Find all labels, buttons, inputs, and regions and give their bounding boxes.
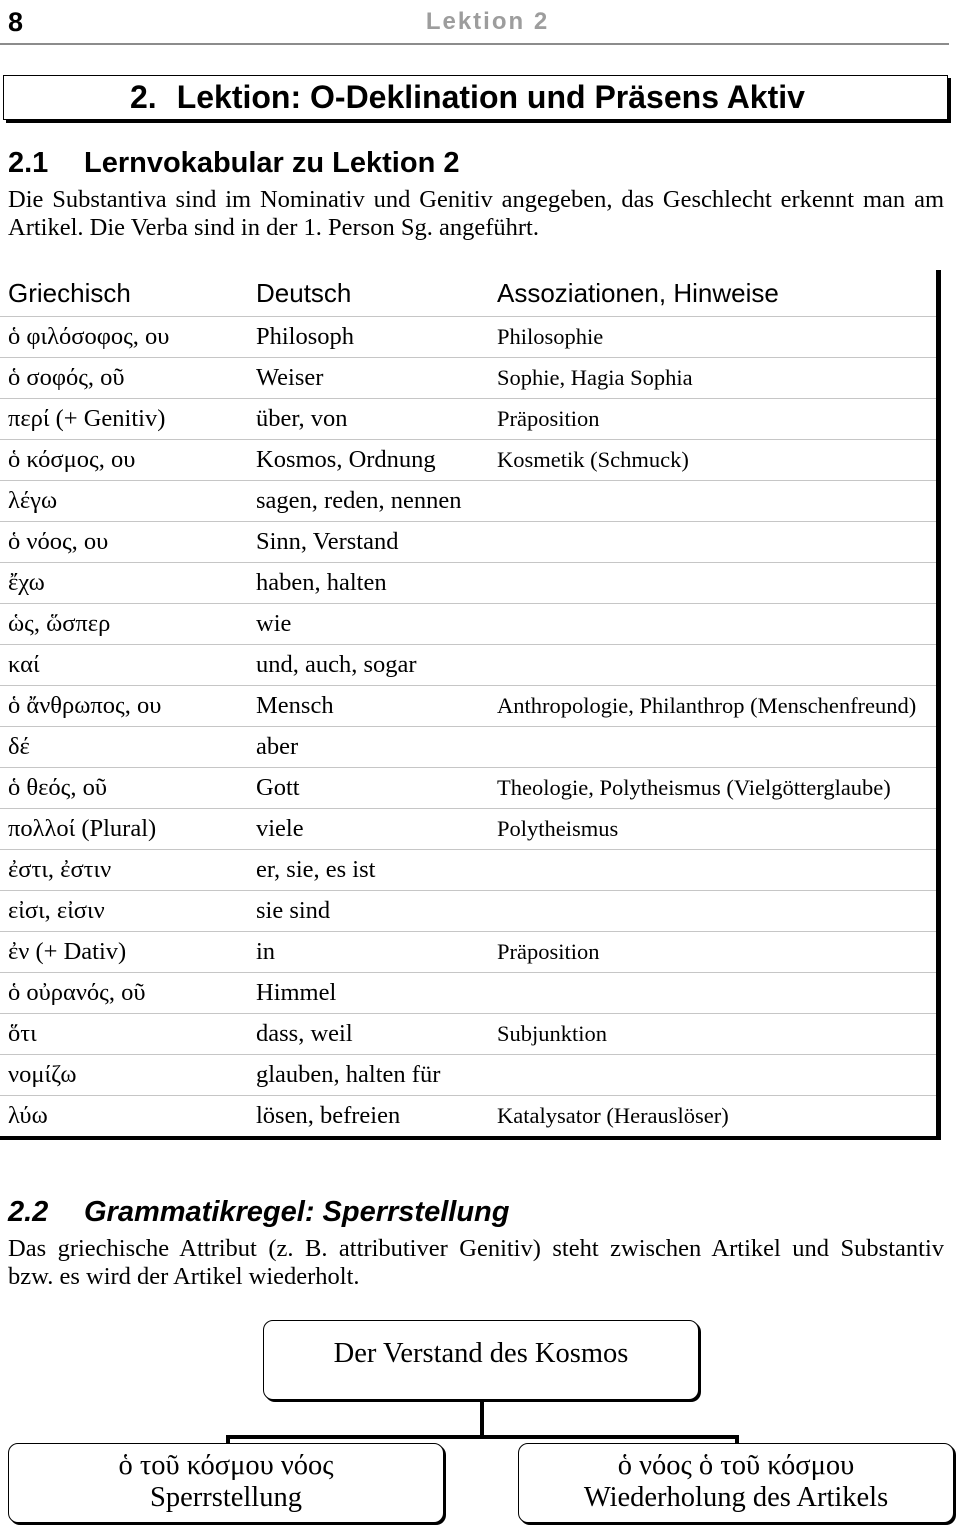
german-cell: wie bbox=[256, 610, 292, 637]
german-cell: aber bbox=[256, 733, 299, 760]
greek-cell: ἔχω bbox=[8, 569, 45, 596]
diagram-left-box bbox=[8, 1443, 444, 1523]
section-title: Grammatikregel: Sperrstellung bbox=[84, 1196, 510, 1228]
greek-cell: λέγω bbox=[8, 487, 58, 514]
german-cell: Gott bbox=[256, 774, 300, 801]
section-heading-vocabulary bbox=[8, 147, 459, 179]
table-row bbox=[0, 316, 936, 357]
table-row bbox=[0, 808, 936, 849]
german-cell: er, sie, es ist bbox=[256, 856, 376, 883]
greek-cell: ἐν (+ Dativ) bbox=[8, 938, 127, 965]
page-number: 8 bbox=[8, 7, 24, 37]
table-row bbox=[0, 603, 936, 644]
diagram-right-box bbox=[518, 1443, 954, 1523]
rule-line: bzw. es wird der Artikel wiederholt. bbox=[8, 1263, 360, 1290]
table-row bbox=[0, 398, 936, 439]
table-row bbox=[0, 685, 936, 726]
table-row bbox=[0, 972, 936, 1013]
greek-cell: ὅτι bbox=[8, 1020, 37, 1047]
greek-cell: δέ bbox=[8, 733, 30, 760]
greek-cell: ὁ οὐρανός, οῦ bbox=[8, 979, 146, 1006]
notes-cell: Theologie, Polytheismus (Vielgötterglaube) bbox=[497, 775, 891, 800]
table-row bbox=[0, 931, 936, 972]
german-cell: glauben, halten für bbox=[256, 1061, 441, 1088]
running-title: Lektion 2 bbox=[425, 8, 550, 35]
greek-cell: ὁ κόσμος, ου bbox=[8, 446, 136, 473]
vocabulary-table bbox=[0, 270, 941, 1140]
table-row bbox=[0, 562, 936, 603]
greek-cell: ἐστι, ἐστιν bbox=[8, 856, 112, 883]
column-header-notes: Assoziationen, Hinweise bbox=[497, 277, 779, 308]
table-row bbox=[0, 357, 936, 398]
right-label: Wiederholung des Artikels bbox=[583, 1482, 889, 1513]
vocabulary-intro bbox=[8, 186, 944, 242]
left-greek-phrase: ὁ τοῦ κόσμου νόος bbox=[118, 1450, 334, 1481]
intro-line: Die Substantiva sind im Nominativ und Genitiv angegeben, das Geschlecht erkennt man am bbox=[8, 186, 944, 213]
table-row bbox=[0, 480, 936, 521]
section-number: 2.2 bbox=[8, 1196, 49, 1228]
rule-line: Das griechische Attribut (z. B. attributiver Genitiv) steht zwischen Artikel und Substantiv bbox=[8, 1235, 944, 1262]
intro-line: Artikel. Die Verba sind in der 1. Person Sg. angeführt. bbox=[8, 214, 539, 241]
greek-cell: εἰσι, εἰσιν bbox=[8, 897, 105, 924]
german-cell: viele bbox=[256, 815, 304, 842]
german-cell: haben, halten bbox=[256, 569, 387, 596]
german-cell: sie sind bbox=[256, 897, 331, 924]
german-cell: dass, weil bbox=[256, 1020, 353, 1047]
german-cell: über, von bbox=[256, 405, 348, 432]
german-cell: Himmel bbox=[256, 979, 337, 1006]
grammar-rule-text bbox=[8, 1235, 944, 1291]
chapter-title-box bbox=[3, 75, 948, 120]
notes-cell: Präposition bbox=[497, 406, 600, 431]
greek-cell: νομίζω bbox=[8, 1061, 77, 1088]
notes-cell: Kosmetik (Schmuck) bbox=[497, 447, 689, 472]
greek-cell: ὁ θεός, οῦ bbox=[8, 774, 107, 801]
notes-cell: Anthropologie, Philanthrop (Menschenfreund) bbox=[497, 693, 917, 718]
section-heading-grammar bbox=[8, 1196, 509, 1228]
table-row bbox=[0, 521, 936, 562]
notes-cell: Polytheismus bbox=[497, 816, 619, 841]
chapter-title: Lektion: O-Deklination und Präsens Aktiv bbox=[176, 79, 805, 115]
section-number: 2.1 bbox=[8, 147, 49, 179]
table-row bbox=[0, 726, 936, 767]
greek-cell: λύω bbox=[8, 1102, 48, 1129]
greek-cell: περί (+ Genitiv) bbox=[8, 405, 166, 432]
greek-cell: πολλοί (Plural) bbox=[8, 815, 157, 842]
notes-cell: Katalysator (Herauslöser) bbox=[497, 1103, 729, 1128]
german-cell: Mensch bbox=[256, 692, 334, 719]
german-cell: Philosoph bbox=[256, 323, 355, 350]
german-cell: sagen, reden, nennen bbox=[256, 487, 462, 514]
notes-cell: Subjunktion bbox=[497, 1021, 608, 1046]
notes-cell: Philosophie bbox=[497, 324, 604, 349]
table-row bbox=[0, 890, 936, 931]
greek-cell: καί bbox=[8, 651, 40, 678]
greek-cell: ὁ ἄνθρωπος, ου bbox=[8, 692, 162, 719]
section-title: Lernvokabular zu Lektion 2 bbox=[84, 147, 460, 179]
german-cell: Weiser bbox=[256, 364, 324, 391]
greek-cell: ὁ σοφός, οῦ bbox=[8, 364, 125, 391]
table-row bbox=[0, 767, 936, 808]
german-cell: Kosmos, Ordnung bbox=[256, 446, 436, 473]
diagram-connector bbox=[0, 1400, 960, 1446]
greek-cell: ὡς, ὥσπερ bbox=[8, 610, 111, 637]
table-row bbox=[0, 1095, 936, 1136]
table-header-row bbox=[0, 270, 936, 316]
diagram-root-box bbox=[263, 1320, 699, 1400]
right-greek-phrase: ὁ νόος ὁ τοῦ κόσμου bbox=[617, 1450, 855, 1481]
table-row bbox=[0, 849, 936, 890]
table-row bbox=[0, 644, 936, 685]
greek-cell: ὁ φιλόσοφος, ου bbox=[8, 323, 170, 350]
german-cell: in bbox=[256, 938, 276, 965]
german-cell: lösen, befreien bbox=[256, 1102, 401, 1129]
column-header-german: Deutsch bbox=[256, 277, 352, 308]
german-cell: Sinn, Verstand bbox=[256, 528, 399, 555]
notes-cell: Sophie, Hagia Sophia bbox=[497, 365, 693, 390]
notes-cell: Präposition bbox=[497, 939, 600, 964]
chapter-number: 2. bbox=[130, 79, 157, 115]
left-label: Sperrstellung bbox=[150, 1482, 302, 1513]
table-row bbox=[0, 439, 936, 480]
german-cell: und, auch, sogar bbox=[256, 651, 417, 678]
root-phrase: Der Verstand des Kosmos bbox=[333, 1338, 629, 1369]
greek-cell: ὁ νόος, ου bbox=[8, 528, 109, 555]
column-header-greek: Griechisch bbox=[8, 277, 131, 308]
table-row bbox=[0, 1054, 936, 1095]
table-row bbox=[0, 1013, 936, 1054]
